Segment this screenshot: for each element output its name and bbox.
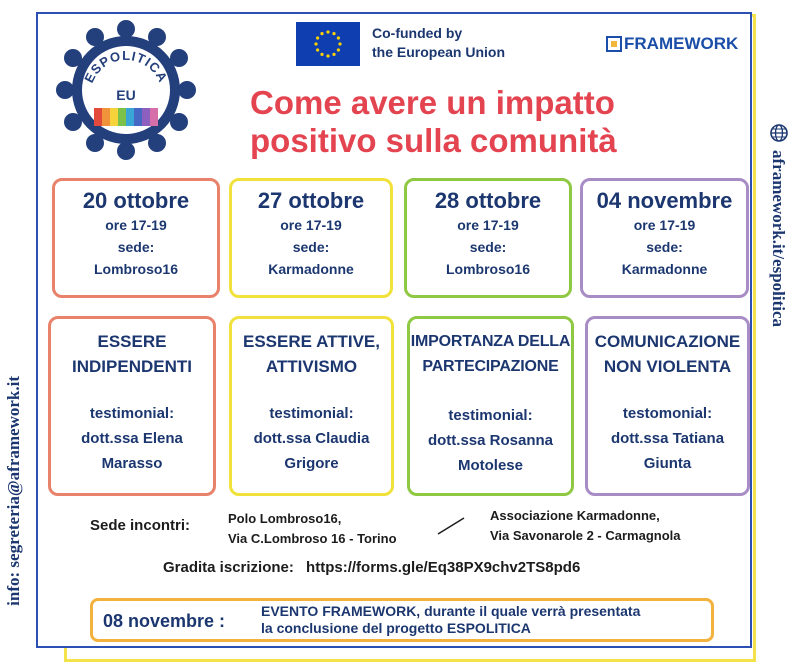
final-event-box xyxy=(90,598,714,642)
sede-label: sede: xyxy=(292,239,330,255)
sede-name: Karmadonne xyxy=(268,261,354,277)
registration-link[interactable]: https://forms.gle/Eq38PX9chv2TS8pd6 xyxy=(306,559,581,576)
theme-line-2: NON VIOLENTA xyxy=(603,357,732,376)
sede-name: Karmadonne xyxy=(621,261,708,277)
theme-line-1: IMPORTANZA DELLA xyxy=(410,333,571,350)
registration-label: Gradita iscrizione: xyxy=(163,559,294,576)
page-title xyxy=(250,84,690,160)
testimonial-name-1: dott.ssa Claudia xyxy=(253,430,370,447)
logo-text-eu: EU xyxy=(116,87,136,103)
theme-card-1 xyxy=(48,316,216,496)
theme-line-2: PARTECIPAZIONE xyxy=(422,358,559,375)
eu-flag-icon xyxy=(296,22,360,66)
date-text: 27 ottobre xyxy=(257,188,365,213)
eu-line-2: the European Union xyxy=(372,44,505,60)
theme-line-2: ATTIVISMO xyxy=(265,357,358,376)
sede-name: Lombroso16 xyxy=(93,261,178,277)
theme-line-1: ESSERE ATTIVE, xyxy=(243,332,380,351)
theme-card-3 xyxy=(407,316,574,496)
date-text: 28 ottobre xyxy=(434,188,542,213)
website-sidebar xyxy=(766,120,794,380)
theme-title xyxy=(232,329,391,379)
theme-line-1: COMUNICAZIONE xyxy=(594,332,741,351)
date-text: 04 novembre xyxy=(596,188,733,213)
time-text: ore 17-19 xyxy=(457,217,519,233)
event-description xyxy=(261,603,640,637)
testimonial-name-2: Motolese xyxy=(457,457,523,474)
testimonial-name-1: dott.ssa Tatiana xyxy=(610,430,725,447)
venue-1-line-2: Via C.Lombroso 16 - Torino xyxy=(228,531,397,546)
email-text: info: segreteria@aframework.it xyxy=(4,376,23,606)
theme-title xyxy=(51,329,213,379)
sede-name: Lombroso16 xyxy=(445,261,530,277)
title-line-2: positivo sulla comunità xyxy=(250,122,617,159)
framework-mark-icon xyxy=(606,36,622,52)
venue-2-line-2: Via Savonarole 2 - Carmagnola xyxy=(490,528,681,543)
venue-1-line-1: Polo Lombroso16, xyxy=(228,511,342,526)
event-line-1: EVENTO FRAMEWORK, durante il quale verrà presentata xyxy=(261,603,641,619)
sede-label: sede: xyxy=(469,239,507,255)
event-date: 08 novembre : xyxy=(103,611,226,631)
logo-text-top: ESPOLITICA xyxy=(81,47,171,86)
theme-card-2 xyxy=(229,316,394,496)
globe-icon xyxy=(770,124,788,142)
theme-line-2: INDIPENDENTI xyxy=(72,357,192,376)
date-card-3 xyxy=(404,178,572,298)
testimonial-name-2: Marasso xyxy=(101,455,163,472)
venue-1-address xyxy=(228,509,397,549)
eu-line-1: Co-funded by xyxy=(372,25,463,41)
theme-line-1: ESSERE xyxy=(97,332,167,351)
separator-slash xyxy=(436,514,466,536)
testimonial-name-2: Giunta xyxy=(643,455,692,472)
theme-title xyxy=(588,329,747,379)
time-text: ore 17-19 xyxy=(633,217,696,233)
testimonial-name-1: dott.ssa Elena xyxy=(81,430,183,447)
venues-label: Sede incontri: xyxy=(90,517,191,534)
logo-rainbow-bars xyxy=(94,108,158,126)
framework-logo-text: FRAMEWORK xyxy=(624,34,739,53)
testimonial-label: testimonial: xyxy=(448,407,533,424)
testimonial-name-1: dott.ssa Rosanna xyxy=(427,432,554,449)
testimonial-name-2: Grigore xyxy=(284,455,339,472)
testimonial-label: testimonial: xyxy=(89,405,175,422)
date-card-2 xyxy=(229,178,393,298)
date-text: 20 ottobre xyxy=(82,188,190,213)
testimonial-label: testomonial: xyxy=(622,405,713,422)
event-line-2: la conclusione del progetto ESPOLITICA xyxy=(261,620,531,636)
theme-card-4 xyxy=(585,316,750,496)
sede-label: sede: xyxy=(117,239,155,255)
time-text: ore 17-19 xyxy=(280,217,342,233)
espolitica-logo xyxy=(56,20,196,160)
date-card-1 xyxy=(52,178,220,298)
email-sidebar xyxy=(4,376,32,636)
registration-line xyxy=(163,559,580,576)
framework-logo xyxy=(606,34,738,54)
title-line-1: Come avere un impatto xyxy=(250,84,615,121)
testimonial-label: testimonial: xyxy=(269,405,354,422)
eu-cofunded-text xyxy=(372,24,505,62)
venue-2-line-1: Associazione Karmadonne, xyxy=(490,508,660,523)
theme-title xyxy=(410,329,571,379)
date-card-4 xyxy=(580,178,749,298)
venue-2-address xyxy=(490,506,681,546)
sede-label: sede: xyxy=(646,239,683,255)
website-text: aframework.it/espolitica xyxy=(769,150,788,328)
time-text: ore 17-19 xyxy=(105,217,167,233)
